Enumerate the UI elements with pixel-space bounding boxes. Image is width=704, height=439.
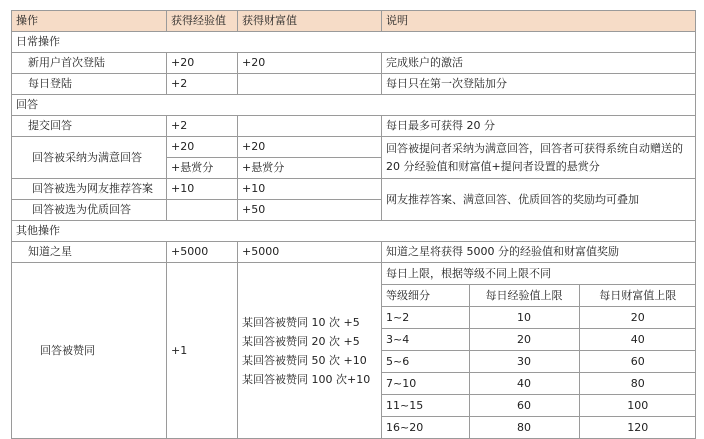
row-submit-answer — [12, 116, 696, 137]
recommended-op: 回答被选为网友推荐答案 — [12, 179, 167, 200]
limit-wealth: 120 — [579, 417, 696, 439]
limit-wealth: 20 — [579, 307, 696, 329]
stacking-desc: 网友推荐答案、满意回答、优质回答的奖励均可叠加 — [382, 179, 696, 221]
submit-answer-wealth — [238, 116, 382, 137]
limit-level: 16~20 — [382, 417, 469, 439]
limit-exp: 40 — [469, 373, 579, 395]
row-first-login — [12, 53, 696, 74]
liked-op: 回答被赞同 — [12, 263, 167, 439]
first-login-wealth: +20 — [238, 53, 382, 74]
section-daily — [12, 32, 696, 53]
limit-exp: 20 — [469, 329, 579, 351]
limit-wealth: 60 — [579, 351, 696, 373]
limit-exp: 30 — [469, 351, 579, 373]
daily-login-desc: 每日只在第一次登陆加分 — [382, 74, 696, 95]
points-rule-table-wrapper — [11, 10, 695, 434]
submit-answer-op: 提交回答 — [12, 116, 167, 137]
star-op: 知道之星 — [12, 242, 167, 263]
row-recommended — [12, 179, 696, 200]
limit-header-exp: 每日经验值上限 — [469, 285, 579, 307]
header-operation: 操作 — [12, 11, 167, 32]
limit-row — [382, 373, 696, 395]
limit-header-level: 等级细分 — [382, 285, 469, 307]
daily-limit-table — [382, 263, 696, 438]
row-adopted-a — [12, 137, 696, 158]
limit-level: 3~4 — [382, 329, 469, 351]
limit-header-wealth: 每日财富值上限 — [579, 285, 696, 307]
limit-level: 5~6 — [382, 351, 469, 373]
liked-wealth-level-1: 某回答被赞同 10 次 +5 — [242, 315, 360, 329]
star-wealth: +5000 — [238, 242, 382, 263]
header-row — [12, 11, 696, 32]
header-experience: 获得经验值 — [167, 11, 238, 32]
star-desc: 知道之星将获得 5000 分的经验值和财富值奖励 — [382, 242, 696, 263]
points-rule-table — [11, 10, 696, 439]
adopted-wealth-bounty: +悬赏分 — [238, 158, 382, 179]
quality-wealth: +50 — [238, 200, 382, 221]
daily-login-exp: +2 — [167, 74, 238, 95]
adopted-desc: 回答被提问者采纳为满意回答，回答者可获得系统自动赠送的 20 分经验值和财富值+提问者设置的悬赏分 — [382, 137, 696, 179]
section-answer-label: 回答 — [12, 95, 696, 116]
limit-wealth: 100 — [579, 395, 696, 417]
liked-exp: +1 — [167, 263, 238, 439]
first-login-desc: 完成账户的激活 — [382, 53, 696, 74]
limit-level: 1~2 — [382, 307, 469, 329]
liked-wealth-level-2: 某回答被赞同 20 次 +5 — [242, 334, 360, 348]
limit-exp: 10 — [469, 307, 579, 329]
limit-level: 11~15 — [382, 395, 469, 417]
limit-exp: 60 — [469, 395, 579, 417]
row-liked — [12, 263, 696, 439]
limit-row — [382, 351, 696, 373]
section-other — [12, 221, 696, 242]
quality-exp — [167, 200, 238, 221]
limit-row — [382, 307, 696, 329]
daily-login-op: 每日登陆 — [12, 74, 167, 95]
row-daily-login — [12, 74, 696, 95]
adopted-op: 回答被采纳为满意回答 — [12, 137, 167, 179]
section-other-label: 其他操作 — [12, 221, 696, 242]
header-wealth: 获得财富值 — [238, 11, 382, 32]
row-star — [12, 242, 696, 263]
header-description: 说明 — [382, 11, 696, 32]
first-login-op: 新用户首次登陆 — [12, 53, 167, 74]
section-answer — [12, 95, 696, 116]
limit-row — [382, 395, 696, 417]
limit-row — [382, 417, 696, 439]
daily-limit-cell — [382, 263, 696, 439]
submit-answer-desc: 每日最多可获得 20 分 — [382, 116, 696, 137]
daily-limit-note-row — [382, 263, 696, 285]
section-daily-label: 日常操作 — [12, 32, 696, 53]
liked-wealth-level-4: 某回答被赞同 100 次+10 — [242, 372, 371, 386]
quality-op: 回答被选为优质回答 — [12, 200, 167, 221]
limit-row — [382, 329, 696, 351]
liked-wealth-level-3: 某回答被赞同 50 次 +10 — [242, 353, 367, 367]
adopted-exp-bounty: +悬赏分 — [167, 158, 238, 179]
star-exp: +5000 — [167, 242, 238, 263]
liked-wealth-levels — [238, 263, 382, 439]
limit-wealth: 80 — [579, 373, 696, 395]
recommended-wealth: +10 — [238, 179, 382, 200]
recommended-exp: +10 — [167, 179, 238, 200]
adopted-wealth-base: +20 — [238, 137, 382, 158]
daily-limit-note: 每日上限，根据等级不同上限不同 — [382, 263, 696, 285]
daily-limit-header-row — [382, 285, 696, 307]
limit-wealth: 40 — [579, 329, 696, 351]
submit-answer-exp: +2 — [167, 116, 238, 137]
limit-exp: 80 — [469, 417, 579, 439]
first-login-exp: +20 — [167, 53, 238, 74]
adopted-exp-base: +20 — [167, 137, 238, 158]
daily-login-wealth — [238, 74, 382, 95]
limit-level: 7~10 — [382, 373, 469, 395]
